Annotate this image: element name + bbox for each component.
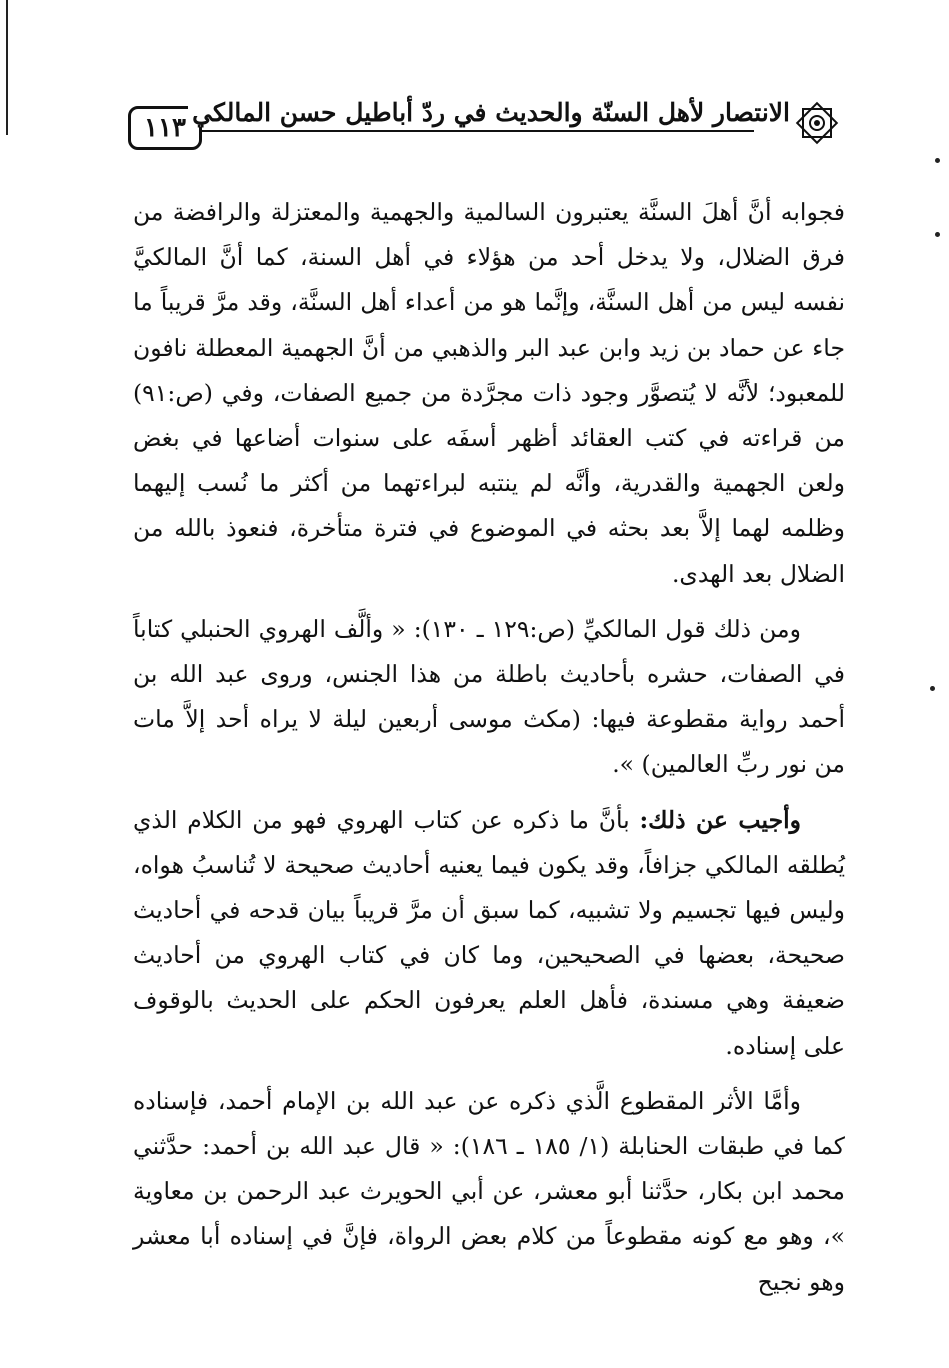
margin-dot — [935, 232, 940, 237]
page-number: ١١٣ — [128, 106, 202, 150]
paragraph-1-text: فجوابه أنَّ أهلَ السنَّة يعتبرون السالمية والجهمية والمعتزلة والرافضة من فرق الضلال، ولا يدخل أحد من هؤلاء في أهل السنة، كما أنَّ المالكيَّ نفسه ليس من أهل السنَّة، وإنَّما هو من أعداء أهل السنَّة، وقد مرَّ قريباً ما جاء عن حماد بن زيد وابن عبد البر والذهبي من أنَّ الجهمية المعطلة نافون للمعبود؛ لأنَّه لا يُتصوَّر وجود ذات مجرَّدة من جميع الصفات، وفي (ص:٩١) من قراءته في كتب العقائد أظهر أسفَه على سنوات أضاعها في بغض ولعن الجهمية والقدرية، وأنَّه لم ينتبه لبراءتهما من أكثر ما نُسب إليهما وظلمه لهما إلاَّ بعد بحثه في الموضوع في فترة متأخرة، فنعوذ بالله من الضلال بعد الهدى. — [133, 198, 845, 588]
book-title: الانتصار لأهل السنّة والحديث في ردّ أباطيل حسن المالكي — [188, 98, 794, 127]
star-ornament-icon — [794, 100, 840, 146]
paragraph-3-lead: وأجيب عن ذلك: — [639, 805, 801, 834]
paragraph-2-text: ومن ذلك قول المالكيِّ (ص:١٢٩ ـ ١٣٠): « وألَّف الهروي الحنبلي كتاباً في الصفات، حشره بأحاديث باطلة من هذا الجنس، وروى عبد الله بن أحمد رواية مقطوعة فيها: (مكث موسى أربعين ليلة لا يراه أحد إلاَّ مات من نور ربِّ العالمين) ». — [133, 614, 845, 779]
margin-dot — [935, 158, 940, 163]
paragraph-4 — [133, 1079, 845, 1305]
paragraph-4-text: وأمَّا الأثر المقطوع الَّذي ذكره عن عبد الله بن الإمام أحمد، فإسناده كما في طبقات الحنابلة (١/ ١٨٥ ـ ١٨٦): « قال عبد الله بن أحمد: حدَّثني محمد ابن بكار، حدَّثنا أبو معشر، عن أبي الحويرث عبد الرحمن بن معاوية »، وهو مع كونه مقطوعاً من كلام بعض الرواة، فإنَّ في إسناده أبا معشر وهو نجيح — [133, 1086, 845, 1296]
header-rule — [198, 130, 754, 132]
paragraph-2 — [133, 607, 845, 788]
page-header — [128, 96, 840, 160]
margin-dot — [930, 686, 935, 691]
main-text — [133, 190, 845, 1315]
paragraph-3 — [133, 798, 845, 1069]
paragraph-1 — [133, 190, 845, 597]
paragraph-3-text: بأنَّ ما ذكره عن كتاب الهروي فهو من الكلام الذي يُطلقه المالكي جزافاً، وقد يكون فيما يعنيه أحاديث صحيحة لا تُناسبُ هواه، وليس فيها تجسيم ولا تشبيه، كما سبق أن مرَّ قريباً بيان قدحه في أحاديث صحيحة، بعضها في الصحيحين، وما كان في كتاب الهروي من أحاديث ضعيفة وهي مسندة، فأهل العلم يعرفون الحكم على الحديث بالوقوف على إسناده. — [133, 805, 845, 1060]
page-edge-line — [6, 0, 8, 135]
